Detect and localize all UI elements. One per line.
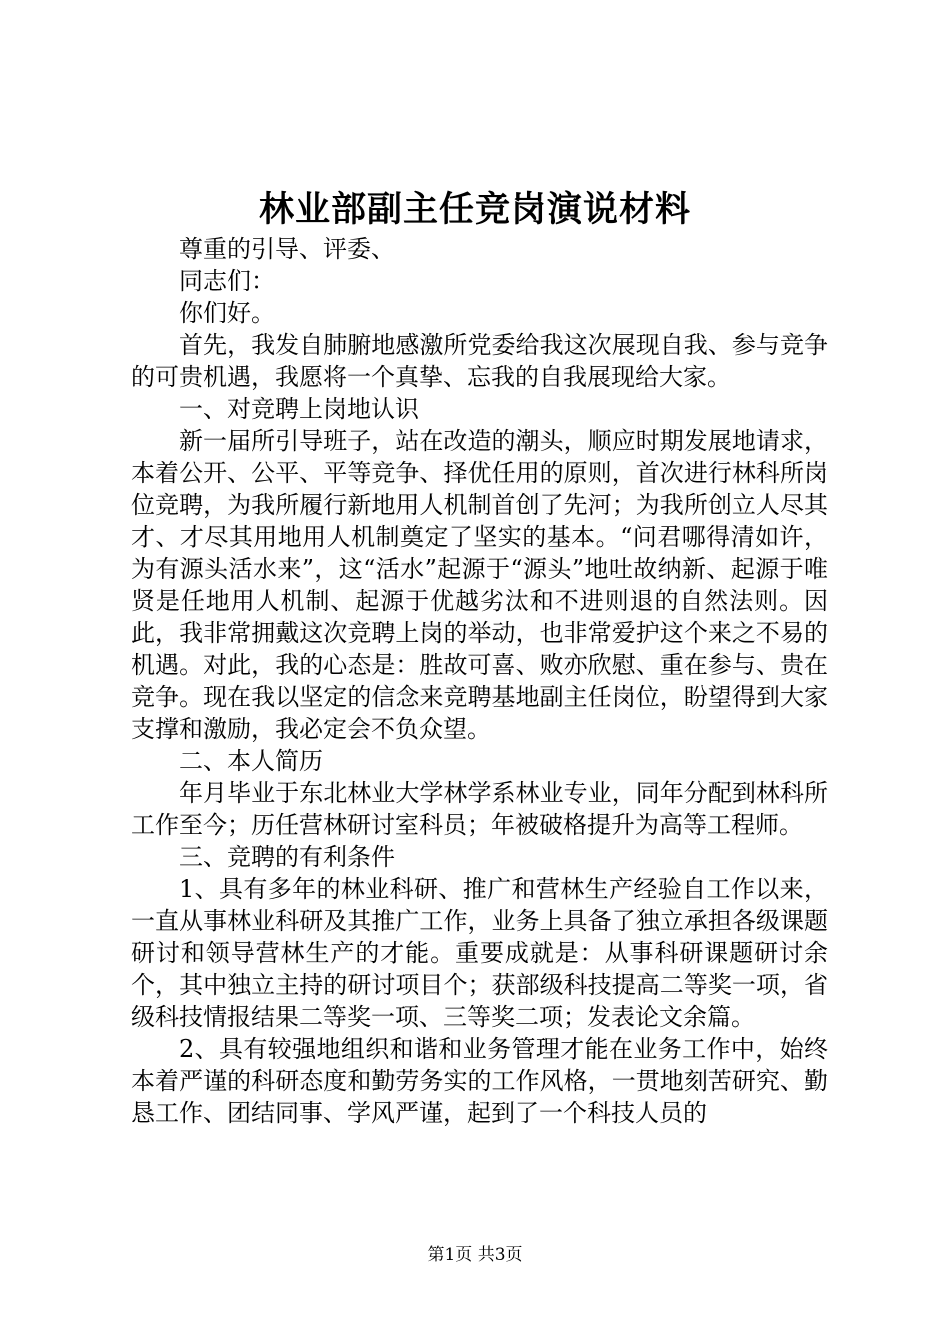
page-footer: 第1页 共3页 bbox=[427, 1245, 523, 1265]
paragraph-section-3-item-2: 2、具有较强地组织和谐和业务管理才能在业务工作中，始终本着严谨的科研态度和勤劳务实的工作风格，一贯地刻苦研究、勤恳工作、团结同事、学风严谨，起到了一个科技人员的 bbox=[131, 1035, 828, 1127]
paragraph-opening: 首先，我发自肺腑地感激所党委给我这次展现自我、参与竞争的可贵机遇，我愿将一个真挚、忘我的自我展现给大家。 bbox=[131, 331, 828, 391]
section-heading-2: 二、本人简历 bbox=[179, 747, 323, 775]
section-heading-3: 三、竞聘的有利条件 bbox=[179, 843, 395, 871]
document-title: 林业部副主任竞岗演说材料 bbox=[258, 189, 691, 230]
paragraph-section-2: 年月毕业于东北林业大学林学系林业专业，同年分配到林科所工作至今；历任营林研讨室科员；年被破格提升为高等工程师。 bbox=[131, 779, 828, 839]
paragraph-salutation-2: 同志们： bbox=[179, 267, 275, 295]
paragraph-greeting: 你们好。 bbox=[179, 299, 275, 327]
paragraph-section-3-item-1: 1、具有多年的林业科研、推广和营林生产经验自工作以来，一直从事林业科研及其推广工作，业务上具备了独立承担各级课题研讨和领导营林生产的才能。重要成就是：从事科研课题研讨余个，其中独立主持的研讨项目个；获部级科技提高二等奖一项，省级科技情报结果二等奖一项、三等奖二项；发表论文余篇。 bbox=[131, 875, 828, 1031]
document-body bbox=[131, 233, 828, 1129]
section-heading-1: 一、对竞聘上岗地认识 bbox=[179, 395, 419, 423]
paragraph-salutation-1: 尊重的引导、评委、 bbox=[179, 235, 395, 263]
paragraph-section-1: 新一届所引导班子，站在改造的潮头，顺应时期发展地请求，本着公开、公平、平等竞争、择优任用的原则，首次进行林科所岗位竞聘，为我所履行新地用人机制首创了先河；为我所创立人尽其才、才尽其用地用人机制奠定了坚实的基本。“问君哪得清如许，为有源头活水来”，这“活水”起源于“源头”地吐故纳新、起源于唯贤是任地用人机制、起源于优越劣汰和不进则退的自然法则。因此，我非常拥戴这次竞聘上岗的举动，也非常爱护这个来之不易的机遇。对此，我的心态是：胜故可喜、败亦欣慰、重在参与、贵在竞争。现在我以坚定的信念来竞聘基地副主任岗位，盼望得到大家支撑和激励，我必定会不负众望。 bbox=[131, 427, 828, 743]
